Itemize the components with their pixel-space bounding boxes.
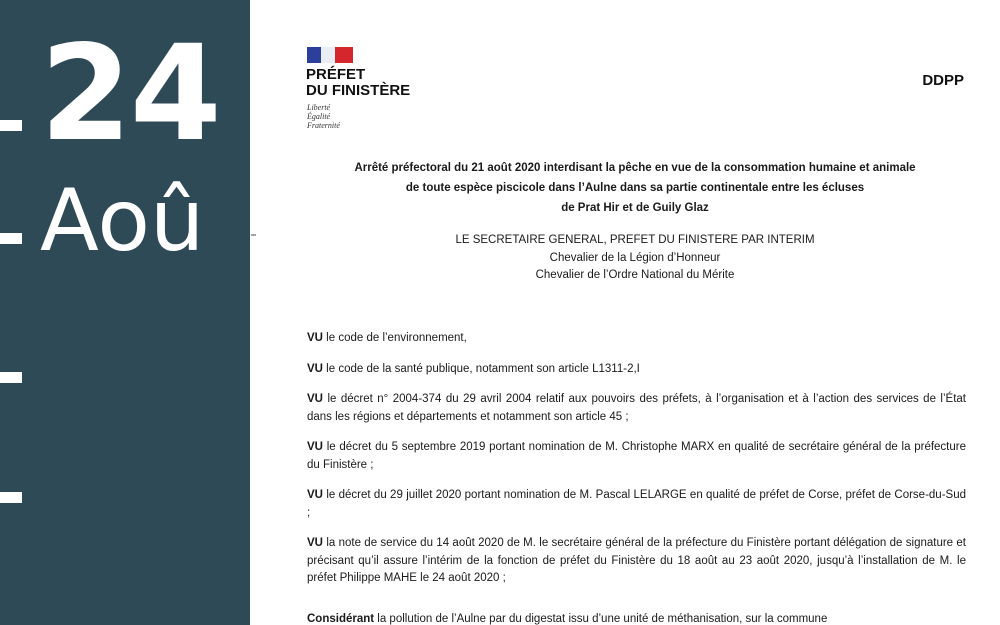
title-line-2: de toute espèce piscicole dans l’Aulne dans sa partie continentale entre les écluses: [405, 182, 865, 194]
decree-title: [305, 158, 965, 218]
document-page: [250, 0, 1000, 625]
brand-line-1: PRÉFET: [306, 66, 366, 83]
republic-motto: [307, 103, 340, 130]
legal-basis-list: [307, 330, 966, 601]
date-badge: [0, 0, 250, 625]
title-line-3: de Prat Hir et de Guily Glaz: [561, 202, 709, 214]
authority-honour-1: Chevalier de la Légion d’Honneur: [549, 251, 721, 264]
date-month: Aoû: [40, 171, 205, 271]
truncated-considerant: Considérant la pollution de l’Aulne par du digestat issu d’une unité de méthanisation, sur la commune: [307, 613, 828, 625]
motto-egalite: Égalité: [307, 112, 331, 121]
motto-fraternite: Fraternité: [307, 121, 340, 130]
legal-basis-item: VU le code de la santé publique, notamment son article L1311-2,I: [307, 362, 640, 375]
legal-basis-item: VU le décret n° 2004-374 du 29 avril 2004 relatif aux pouvoirs des préfets, à l’organisation et à l’action des services de l’État dans les régions et départements et notamment son article 45 ;: [307, 393, 966, 423]
title-line-1: Arrêté préfectoral du 21 août 2020 interdisant la pêche en vue de la consommation humaine et animale: [354, 162, 916, 174]
decorative-tick: [0, 492, 22, 503]
authority-honour-2: Chevalier de l’Ordre National du Mérite: [535, 269, 735, 281]
decorative-tick: [0, 120, 22, 131]
republic-flag-icon: [307, 47, 353, 63]
scan-mark: [251, 234, 256, 236]
prefecture-brand: [306, 67, 410, 99]
legal-basis-item: VU le code de l’environnement,: [307, 332, 467, 344]
issuing-authority: [305, 232, 965, 285]
decorative-tick: [0, 233, 22, 244]
brand-line-2: DU FINISTÈRE: [306, 82, 411, 99]
legal-basis-item: VU la note de service du 14 août 2020 de M. le secrétaire général de la préfecture du Finistère portant délégation de signature et précisant qu’il assure l’intérim de la fonction de préfet du Finistère du 18 août au 23 août 2020, jusqu’à l’installation de M. le préfet Philippe MAHE le 24 août 2020 ;: [307, 537, 966, 584]
service-label: DDPP: [922, 72, 964, 89]
legal-basis-item: VU le décret du 29 juillet 2020 portant nomination de M. Pascal LELARGE en qualité de préfet de Corse, préfet de Corse-du-Sud ;: [307, 489, 966, 519]
motto-liberte: Liberté: [307, 103, 331, 112]
decorative-tick: [0, 372, 22, 383]
date-day: 24: [40, 17, 220, 171]
legal-basis-item: VU le décret du 5 septembre 2019 portant nomination de M. Christophe MARX en qualité de secrétaire général de la préfecture du Finistère ;: [307, 441, 966, 471]
authority-title: LE SECRETAIRE GENERAL, PREFET DU FINISTERE PAR INTERIM: [455, 234, 815, 246]
